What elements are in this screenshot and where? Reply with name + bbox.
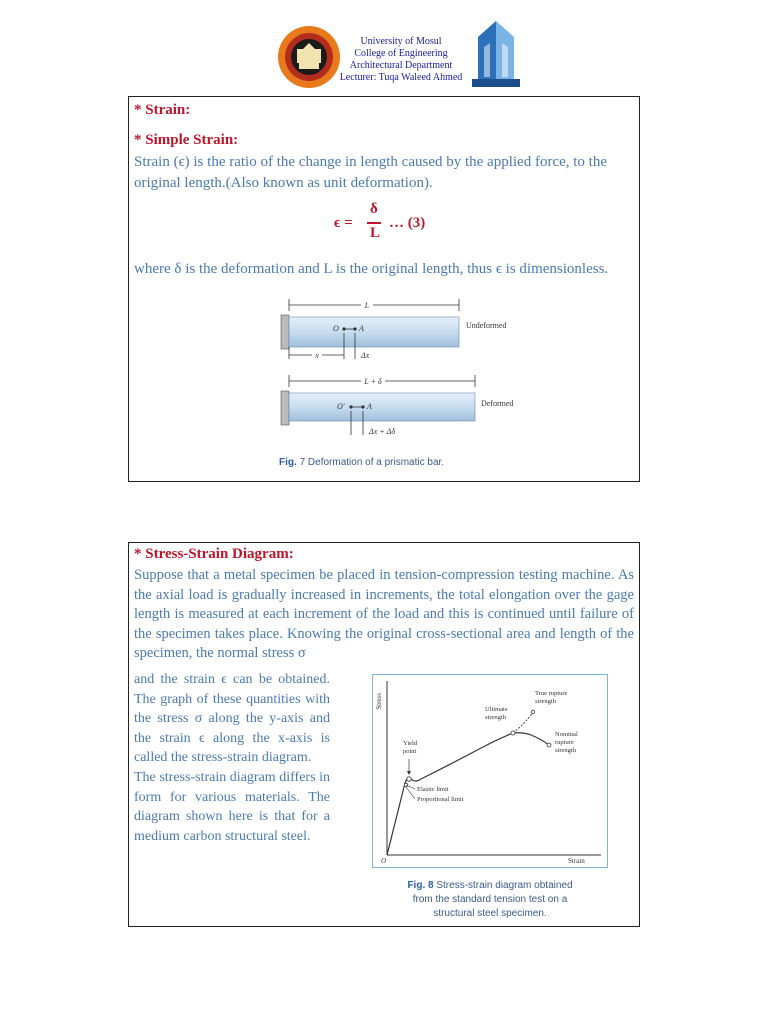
strain-definition: Strain (ϵ) is the ratio of the change in length caused by the applied force, to the original length.(Also known as unit deformation).	[134, 154, 607, 191]
caption8-line3: structural steel specimen.	[433, 908, 547, 919]
deformation-note: where δ is the deformation and L is the original length, thus ϵ is dimensionless.	[134, 261, 609, 277]
x-axis-label: Strain	[568, 857, 585, 865]
label-L: L	[364, 301, 370, 310]
y-axis-label: Stress	[375, 693, 383, 710]
caption8-line2: from the standard tension test on a	[412, 894, 568, 905]
label-x: x	[315, 351, 319, 360]
equation-lhs: ϵ =	[334, 215, 353, 231]
page-header	[0, 0, 768, 95]
label-L-plus-delta: L + δ	[364, 377, 382, 386]
caption-fig-number: 7	[299, 457, 306, 468]
caption8-fig-label: Fig.	[407, 880, 426, 891]
caption-fig-text: Deformation of a prismatic bar.	[307, 457, 445, 468]
equation-tag: … (3)	[389, 215, 426, 231]
equation-denominator: L	[370, 225, 381, 241]
heading-stress-strain: * Stress-Strain Diagram:	[134, 546, 294, 562]
annotation-true-rupture: True rupture strength	[535, 690, 568, 705]
department-logo	[470, 17, 522, 89]
figure-8-stress-strain-chart	[373, 675, 607, 867]
strain-equation	[334, 201, 444, 247]
annotation-ultimate: Ultimate strength	[485, 706, 508, 721]
column-para-1: and the strain ϵ can be obtained. The graph of these quantities with the stress σ along the y-axis and the strain ϵ along the x-axis is called the stress-strain diagram.	[134, 672, 330, 766]
true-rupture-curve	[513, 712, 533, 733]
header-lecturer: Lecturer: Tuqa Waleed Ahmed	[339, 72, 463, 83]
label-dx-plus-ddelta: Δx + Δδ	[369, 427, 396, 436]
label-O-prime: O'	[337, 402, 345, 411]
label-O: O	[333, 324, 339, 333]
annotation-yield: Yield point	[403, 740, 418, 755]
header-text	[330, 36, 472, 84]
caption8-line1: Stress-strain diagram obtained	[436, 880, 573, 891]
heading-strain: * Strain:	[134, 102, 191, 118]
caption8-fig-number: 8	[428, 880, 434, 891]
annotation-nominal-rupture: Nominal rupture strength	[555, 731, 578, 754]
column-para-2: The stress-strain diagram differs in form for various materials. The diagram shown here is that for a medium carbon structural steel.	[134, 769, 330, 844]
header-department: Architectural Department	[349, 60, 453, 71]
figure-7-prismatic-bar	[277, 295, 517, 450]
origin-label: O	[381, 857, 387, 865]
label-A: A	[359, 324, 364, 333]
fraction-bar	[367, 222, 381, 224]
label-A-deformed: A	[367, 402, 372, 411]
figure-8-box	[372, 674, 608, 868]
label-dx: Δx	[361, 351, 370, 360]
equation-numerator: δ	[370, 201, 378, 217]
figure-8-caption	[372, 879, 608, 921]
label-deformed: Deformed	[481, 399, 514, 408]
annotation-elastic-limit: Elastic limit	[417, 786, 449, 793]
stress-strain-column-text	[134, 670, 330, 846]
figure-7-caption	[279, 457, 444, 468]
stress-strain-panel	[128, 542, 640, 927]
stress-strain-intro: Suppose that a metal specimen be placed in tension-compression testing machine. As the axial load is gradually increased in increments, the total elongation over the gage length is measured at each increment of the load and this is continued until failure of the specimen takes place. Knowing the original cross-sectional area and length of the specimen, the normal stress σ	[134, 567, 634, 662]
annotation-proportional-limit: Proportional limit	[417, 796, 464, 803]
caption-fig-label: Fig.	[279, 457, 297, 468]
header-university: University of Mosul	[360, 36, 442, 47]
strain-panel	[128, 96, 640, 482]
label-undeformed: Undeformed	[466, 321, 507, 330]
header-college: College of Engineering	[354, 48, 448, 59]
heading-simple-strain: * Simple Strain:	[134, 132, 239, 148]
